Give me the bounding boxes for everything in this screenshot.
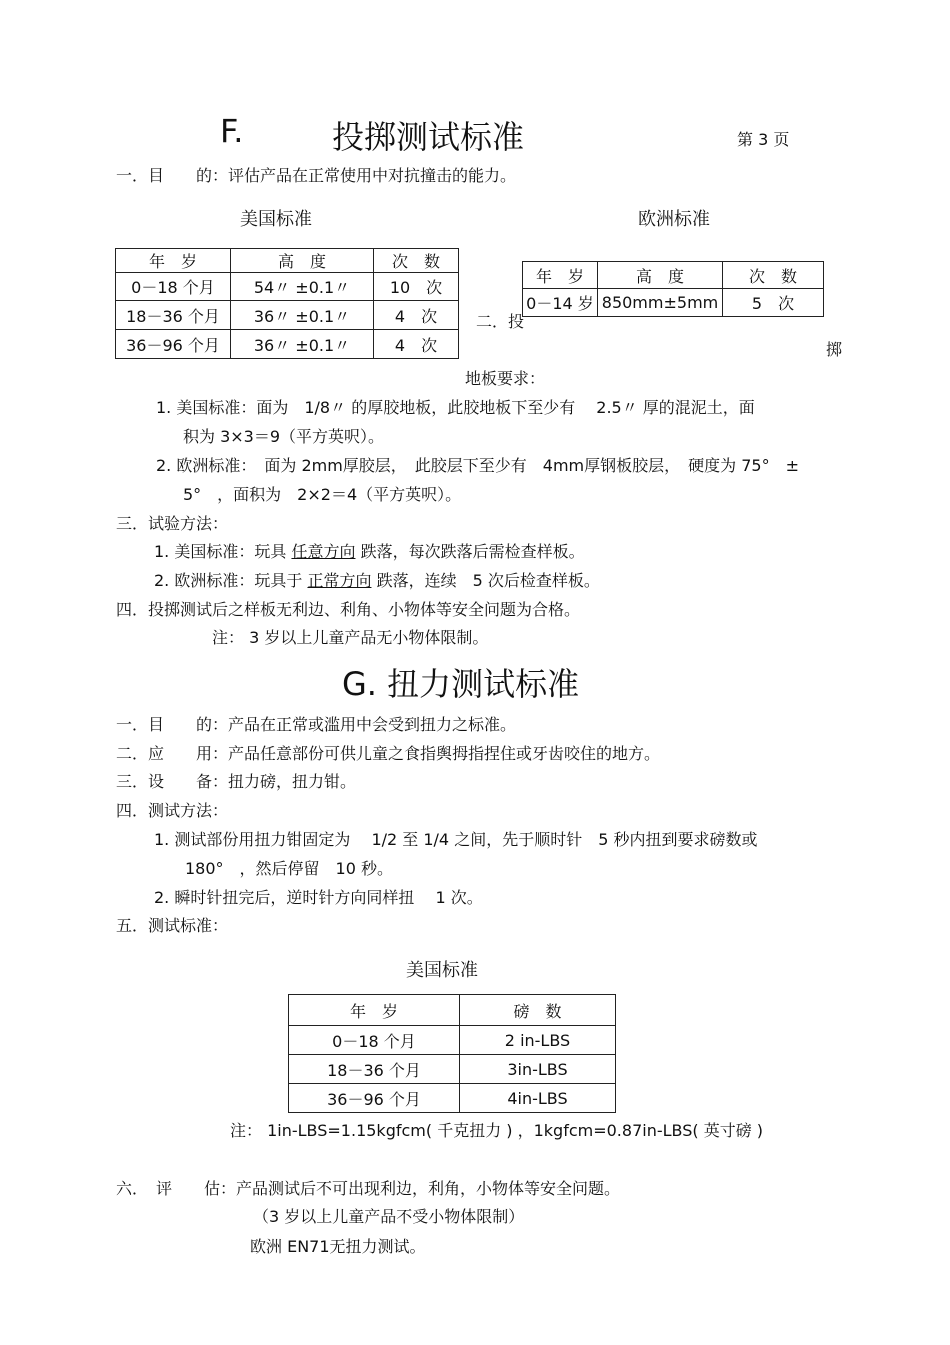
g-line-6: 2. 瞬时针扭完后，逆时针方向同样扭 1 次。 <box>154 888 483 907</box>
table-cell: 18－36 个月 <box>289 1055 460 1084</box>
table-cell: 0－18 个月 <box>289 1026 460 1055</box>
g-eval-2: （3 岁以上儿童产品不受小物体限制） <box>253 1207 525 1226</box>
section-f-title: 投掷测试标准 <box>332 118 525 156</box>
f-sec2-part2: 掷 <box>826 340 843 359</box>
table-cell: 0－14 岁 <box>523 289 598 317</box>
method-2-pre: 2. 欧洲标准：玩具于 <box>154 571 303 590</box>
g-line-1: 一．目 的：产品在正常或滥用中会受到扭力之标准。 <box>116 715 517 734</box>
f-note: 注： 3 岁以上儿童产品无小物体限制。 <box>212 628 489 647</box>
table-cell: 36－96 个月 <box>116 330 231 359</box>
g-line-5a: 1. 测试部份用扭力钳固定为 1/2 至 1/4 之间，先于顺时针 5 秒内扭到要求磅数或 <box>154 830 758 849</box>
table-header: 年 岁 <box>116 249 231 273</box>
g-us-label: 美国标准 <box>406 960 478 981</box>
table-cell: 850mm±5mm <box>598 289 723 317</box>
table-header: 高 度 <box>598 262 723 289</box>
f-method-2 <box>154 568 600 591</box>
table-header: 次 数 <box>723 262 824 289</box>
f-floor-2b: 5° ，面积为 2×2＝4（平方英呎）。 <box>183 485 462 504</box>
f-eu-table <box>522 261 824 317</box>
g-eval-3: 欧洲 EN71无扭力测试。 <box>250 1237 426 1256</box>
method-1-post: 跌落，每次跌落后需检查样板。 <box>360 542 585 561</box>
section-f-letter: F. <box>220 112 244 150</box>
table-cell: 18－36 个月 <box>116 301 231 330</box>
table-cell: 4 次 <box>374 301 459 330</box>
g-eval: 六． 评 估：产品测试后不可出现利边，利角，小物体等安全问题。 <box>116 1179 621 1198</box>
method-1-underlined: 任意方向 <box>291 542 356 561</box>
g-line-2: 二．应 用：产品任意部份可供儿童之食指舆拇指捏住或牙齿咬住的地方。 <box>116 744 661 763</box>
f-us-label: 美国标准 <box>240 209 312 230</box>
f-floor-2a: 2. 欧洲标准： 面为 2mm厚胶层， 此胶层下至少有 4mm厚钢板胶层， 硬度为 75° ± <box>156 456 799 475</box>
f-purpose: 一．目 的：评估产品在正常使用中对抗撞击的能力。 <box>116 166 517 185</box>
g-line-4: 四．测试方法： <box>116 801 229 820</box>
table-cell: 2 in-LBS <box>460 1026 616 1055</box>
table-cell: 36〃 ±0.1〃 <box>231 301 374 330</box>
table-cell: 4in-LBS <box>460 1084 616 1113</box>
method-2-underlined: 正常方向 <box>307 571 372 590</box>
table-header: 高 度 <box>231 249 374 273</box>
table-cell: 3in-LBS <box>460 1055 616 1084</box>
table-cell: 36〃 ±0.1〃 <box>231 330 374 359</box>
table-cell: 4 次 <box>374 330 459 359</box>
g-unit-note: 注： 1in-LBS=1.15kgfcm( 千克扭力 ) ，1kgfcm=0.87in-LBS( 英寸磅 ) <box>230 1121 764 1140</box>
f-method-1 <box>154 539 585 562</box>
table-cell: 10 次 <box>374 273 459 301</box>
section-g-title: G. 扭力测试标准 <box>342 665 580 703</box>
table-header: 年 岁 <box>523 262 598 289</box>
table-header: 磅 数 <box>460 995 616 1026</box>
f-eu-label: 欧洲标准 <box>638 209 710 230</box>
f-pass-criteria: 四．投掷测试后之样板无利边、利角、小物体等安全问题为合格。 <box>116 600 581 619</box>
page-number: 第 3 页 <box>737 130 790 149</box>
method-1-pre: 1. 美国标准：玩具 <box>154 542 287 561</box>
table-header: 年 岁 <box>289 995 460 1026</box>
f-us-table <box>115 248 459 359</box>
table-cell: 5 次 <box>723 289 824 317</box>
g-line-3: 三．设 备：扭力磅，扭力钳。 <box>116 772 357 791</box>
table-cell: 0－18 个月 <box>116 273 231 301</box>
g-torque-table <box>288 994 616 1113</box>
f-method-title: 三．试验方法： <box>116 514 229 533</box>
f-floor-1b: 积为 3×3＝9（平方英呎）。 <box>183 427 385 446</box>
f-floor-1a: 1. 美国标准：面为 1/8〃 的厚胶地板，此胶地板下至少有 2.5〃 厚的混泥土，面 <box>156 398 755 417</box>
f-sec2-part1: 二．投 <box>476 312 525 331</box>
table-cell: 36－96 个月 <box>289 1084 460 1113</box>
table-header: 次 数 <box>374 249 459 273</box>
g-line-5b: 180° ，然后停留 10 秒。 <box>185 859 393 878</box>
g-line-7: 五．测试标准： <box>116 916 229 935</box>
f-floor-title: 地板要求： <box>465 369 546 388</box>
table-cell: 54〃 ±0.1〃 <box>231 273 374 301</box>
method-2-post: 跌落，连续 5 次后检查样板。 <box>376 571 600 590</box>
